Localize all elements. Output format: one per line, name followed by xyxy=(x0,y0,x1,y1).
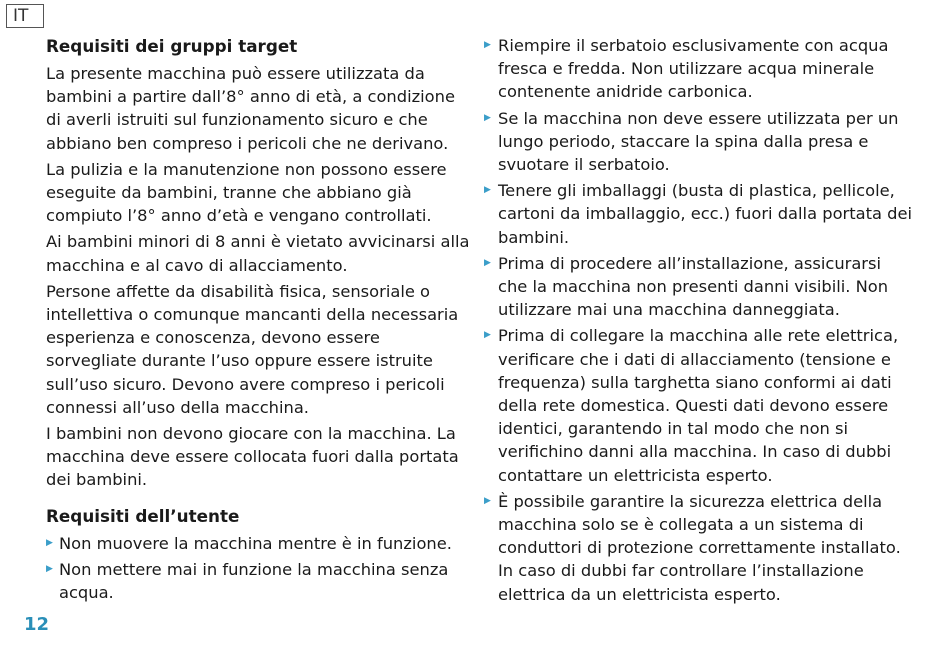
paragraph: La presente macchina può essere utilizzata da bambini a partire dall’8° anno di età, a condizione di averli istruiti sul funzionamento sicuro e che abbiano ben compreso i pericoli che ne derivano. xyxy=(46,64,455,153)
bullet-list xyxy=(46,532,474,605)
triangle-bullet-icon: ▶ xyxy=(46,537,53,548)
triangle-bullet-icon: ▶ xyxy=(484,40,491,50)
triangle-bullet-icon: ▶ xyxy=(484,185,491,196)
page-number: 12 xyxy=(24,614,50,635)
heading-target-groups: Requisiti dei gruppi target xyxy=(46,36,298,56)
list-item-text: Tenere gli imballaggi (busta di plastica, pellicole, cartoni da imballaggio, ecc.) fuori dalla portata dei bambini. xyxy=(498,181,912,247)
list-item xyxy=(484,179,914,249)
list-item xyxy=(484,107,914,177)
bullet-list xyxy=(484,34,914,606)
triangle-bullet-icon: ▶ xyxy=(484,495,491,506)
paragraph: Ai bambini minori di 8 anni è vietato avvicinarsi alla macchina e al cavo di allacciamento. xyxy=(46,232,470,275)
paragraph: Persone affette da disabilità fisica, sensoriale o intellettiva o comunque mancanti della necessaria esperienza e conoscenza, devono essere sorvegliate durante l’uso oppure essere istruite sull’uso sicuro. Devono avere compreso i pericoli connessi all’uso della macchina. xyxy=(46,281,459,417)
list-item-text: Prima di collegare la macchina alle rete elettrica, verificare che i dati di allacciamento (tensione e frequenza) sulla targhetta siano conformi ai dati della rete domestica. Questi dati devono essere identici, garantendo in tal modo che non si verifichino danni alla macchina. In caso di dubbi contattare un elettricista esperto. xyxy=(498,326,899,485)
language-tab: IT xyxy=(6,4,44,28)
list-item-text: Non muovere la macchina mentre è in funzione. xyxy=(59,533,452,553)
paragraph: I bambini non devono giocare con la macchina. La macchina deve essere collocata fuori dalla portata dei bambini. xyxy=(46,424,459,490)
list-item xyxy=(484,252,914,322)
list-item-text: Riempire il serbatoio esclusivamente con acqua fresca e fredda. Non utilizzare acqua minerale contenente anidride carbonica. xyxy=(498,36,889,102)
triangle-bullet-icon: ▶ xyxy=(484,257,491,268)
paragraph: La pulizia e la manutenzione non possono essere eseguite da bambini, tranne che abbiano già compiuto l’8° anno d’età e vengano controllati. xyxy=(46,159,447,226)
heading-user-requirements: Requisiti dell’utente xyxy=(46,505,240,526)
right-column xyxy=(484,34,914,609)
list-item xyxy=(46,532,474,555)
left-column xyxy=(46,34,474,607)
list-item-text: Non mettere mai in funzione la macchina senza acqua. xyxy=(59,559,449,603)
triangle-bullet-icon: ▶ xyxy=(46,563,53,574)
triangle-bullet-icon: ▶ xyxy=(484,112,491,123)
list-item-text: Prima di procedere all’installazione, assicurarsi che la macchina non presenti danni visibili. Non utilizzare mai una macchina danneggiata. xyxy=(498,253,889,320)
list-item-text: Se la macchina non deve essere utilizzata per un lungo periodo, staccare la spina dalla presa e svuotare il serbatoio. xyxy=(498,108,899,175)
triangle-bullet-icon: ▶ xyxy=(484,330,491,341)
list-item xyxy=(484,324,914,486)
list-item-text: È possibile garantire la sicurezza elettrica della macchina solo se è collegata a un sistema di conduttori di protezione correttamente installato. In caso di dubbi far controllare l’installazione elettrica da un elettricista esperto. xyxy=(498,491,901,604)
list-item xyxy=(46,558,474,604)
list-item xyxy=(484,34,914,104)
list-item xyxy=(484,490,914,606)
